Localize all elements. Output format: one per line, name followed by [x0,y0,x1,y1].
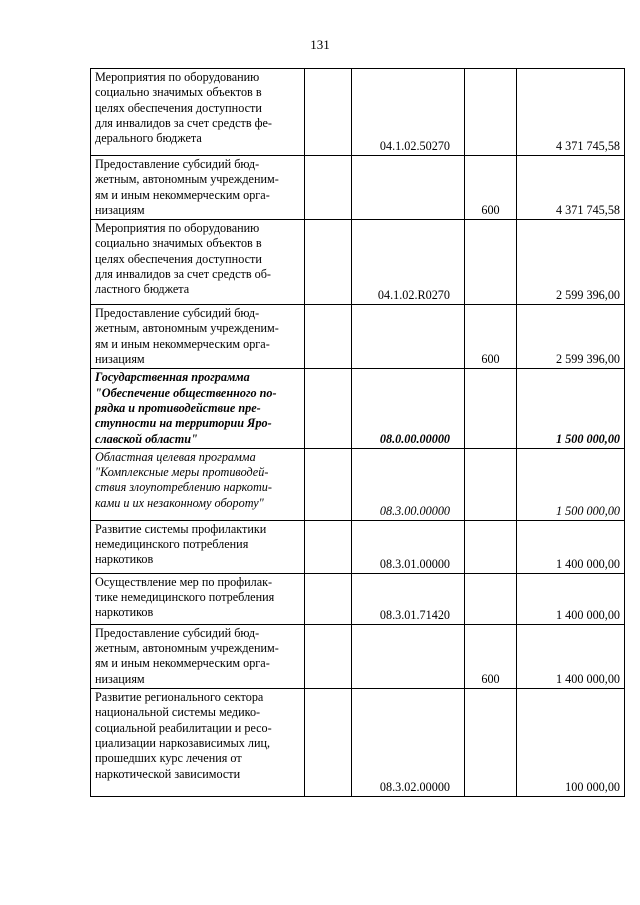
row-code: 04.1.02.R0270 [352,220,465,305]
row-name-cell [91,520,305,573]
row-name: Областная целевая программа "Комплексные меры противодей- ствия злоупотреблению наркоти- ками и их незаконному обороту" [95,449,272,510]
row-amount: 1 400 000,00 [517,573,625,624]
table-row [91,573,625,624]
row-blank-cell [305,156,352,220]
row-code: 08.3.01.71420 [352,573,465,624]
table-row [91,156,625,220]
table-row [91,305,625,369]
row-code: 08.3.01.00000 [352,520,465,573]
row-blank-cell [305,689,352,797]
table-row [91,220,625,305]
row-amount: 4 371 745,58 [517,156,625,220]
budget-table [90,68,625,797]
row-name: Предоставление субсидий бюд- жетным, автономным учрежденим- ям и иным некоммерческим орга- низациям [95,157,279,217]
row-expense-type [465,369,517,448]
row-expense-type [465,448,517,520]
row-amount: 2 599 396,00 [517,220,625,305]
row-code: 08.3.02.00000 [352,689,465,797]
row-blank-cell [305,305,352,369]
row-expense-type: 600 [465,305,517,369]
row-blank-cell [305,220,352,305]
table-row [91,369,625,448]
row-code: 08.0.00.00000 [352,369,465,448]
row-blank-cell [305,520,352,573]
row-name: Мероприятия по оборудованию социально значимых объектов в целях обеспечения доступности для инвалидов за счет средств об- ластного бюджета [95,221,271,297]
row-name: Государственная программа "Обеспечение общественного по- рядка и противодействие пре- ступности на территории Яро- славской области" [95,370,277,446]
row-name-cell [91,624,305,688]
row-amount: 1 500 000,00 [517,369,625,448]
row-blank-cell [305,624,352,688]
row-name: Предоставление субсидий бюд- жетным, автономным учрежденим- ям и иным некоммерческим орга- низациям [95,625,279,686]
table-row [91,689,625,797]
row-name-cell [91,156,305,220]
row-blank-cell [305,369,352,448]
row-code: 08.3.00.00000 [352,448,465,520]
row-name-cell [91,448,305,520]
row-expense-type [465,220,517,305]
row-expense-type [465,689,517,797]
row-expense-type: 600 [465,624,517,688]
row-name: Развитие регионального сектора национальной системы медико- социальной реабилитации и ресо- циализации наркозависимых лиц, прошедших курс лечения от наркотической зависимости [95,690,272,781]
row-name: Мероприятия по оборудованию социально значимых объектов в целях обеспечения доступности для инвалидов за счет средств фе- дерального бюджета [95,70,272,146]
row-code [352,156,465,220]
row-amount: 1 400 000,00 [517,624,625,688]
row-amount: 2 599 396,00 [517,305,625,369]
row-blank-cell [305,69,352,156]
row-name: Развитие системы профилактики немедицинского потребления наркотиков [95,521,267,567]
page-number: 131 [310,37,330,52]
budget-table-body [91,69,625,797]
row-name-cell [91,69,305,156]
row-expense-type: 600 [465,156,517,220]
row-amount: 4 371 745,58 [517,69,625,156]
row-code [352,305,465,369]
row-blank-cell [305,448,352,520]
row-expense-type [465,69,517,156]
row-name-cell [91,305,305,369]
row-expense-type [465,520,517,573]
row-amount: 100 000,00 [517,689,625,797]
table-row [91,448,625,520]
table-row [91,624,625,688]
table-row [91,69,625,156]
table-row [91,520,625,573]
row-amount: 1 500 000,00 [517,448,625,520]
row-name-cell [91,220,305,305]
row-blank-cell [305,573,352,624]
row-code [352,624,465,688]
row-name: Предоставление субсидий бюд- жетным, автономным учрежденим- ям и иным некоммерческим орга- низациям [95,306,279,367]
row-name-cell [91,369,305,448]
row-name-cell [91,573,305,624]
row-name-cell [91,689,305,797]
row-amount: 1 400 000,00 [517,520,625,573]
row-code: 04.1.02.50270 [352,69,465,156]
row-expense-type [465,573,517,624]
row-name: Осуществление мер по профилак- тике немедицинского потребления наркотиков [95,574,275,620]
